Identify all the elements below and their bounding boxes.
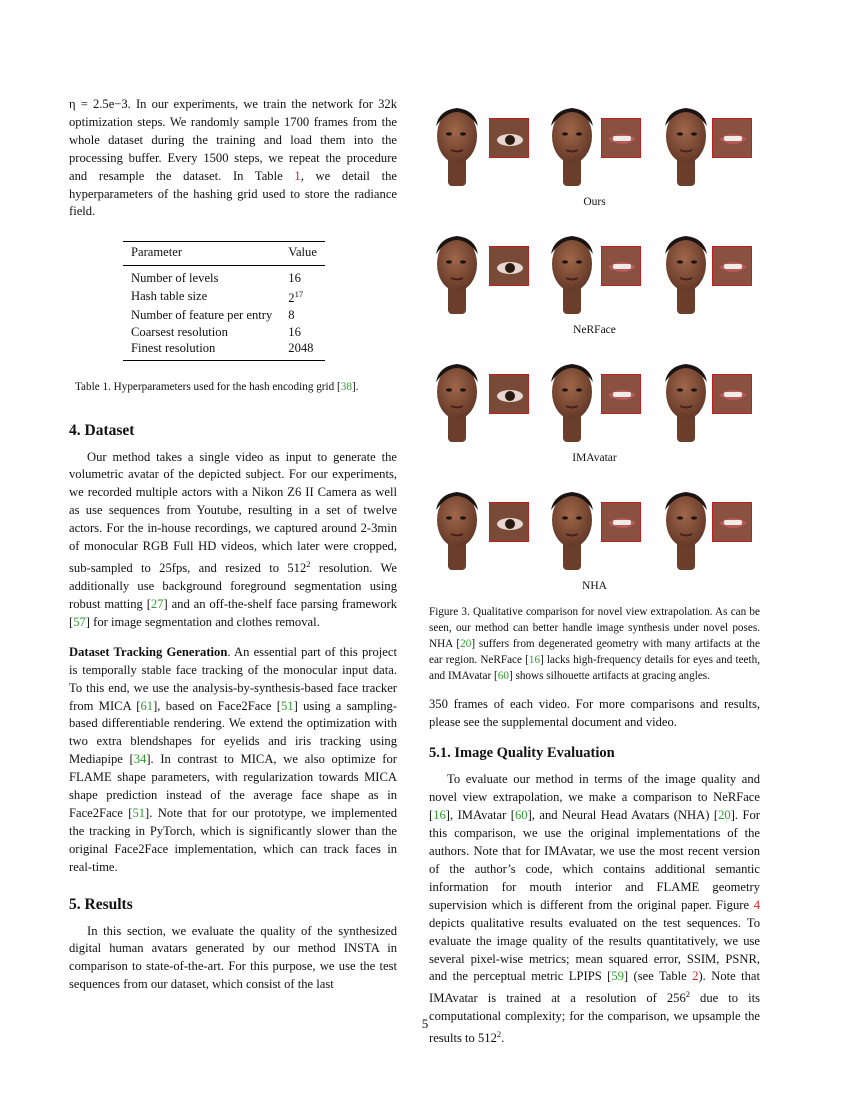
table-header-parameter: Parameter — [123, 242, 280, 266]
head-image — [652, 348, 760, 448]
tracking-paragraph: Dataset Tracking Generation. An essential part of this project is temporally stable face tracking of the monocular input data. To this end, we use the analysis-by-synthesis-based face tracker from MICA [61], based on Face2Face [51] using a sampling-based differentiable rendering. We extend the optimization with two extra blendshapes for eyelids and iris tracking using Mediapipe [34]. In contrast to MICA, we also optimize for FLAME shape parameters, with regularization towards MICA shape prediction instead of the average face shape as in Face2Face [51]. Note that for our prototype, we implemented the tracking in PyTorch, which is significantly slower than the original Face2Face implementation, which can track faces in real-time. — [69, 644, 397, 874]
zoom-inset — [712, 246, 752, 286]
continuation-paragraph: 350 frames of each video. For more comparisons and results, please see the supplemental document and video. — [429, 696, 760, 729]
head-image — [429, 92, 537, 192]
table-row: Number of levels 16 — [131, 270, 301, 285]
hyperparameter-table — [123, 241, 325, 360]
zoom-inset — [712, 118, 752, 158]
head-image — [429, 476, 537, 576]
zoom-inset — [601, 374, 641, 414]
zoom-inset — [489, 502, 529, 542]
image-quality-paragraph: To evaluate our method in terms of the image quality and novel view extrapolation, we make a comparison to NeRFace [16], IMAvatar [60], and Neural Head Avatars (NHA) [20]. For this comparison, we use the original implementations of the authors. Note that for IMAvatar, we use the most recent version of the author’s code, which contains additional semantic information for mouth interior and FLAME geometry supervision which is different from the original paper. Figure 4 depicts qualitative results evaluated on the test sequences. To evaluate the image quality of the results quantitatively, we use several pixel-wise metrics; mean squared error, SSIM, PSNR, and the perceptual metric LPIPS [59] (see Table 2). Note that IMAvatar is trained at a resolution of $256^2$ due to its computational complexity; for the comparison, we upsample the results to $512^2$. — [429, 772, 760, 1046]
table-header-value: Value — [280, 242, 325, 266]
table-row: Finest resolution 2048 — [123, 340, 325, 360]
head-render — [433, 352, 487, 444]
head-render — [433, 480, 487, 572]
figure-row — [429, 348, 760, 448]
figure-3-caption: Figure 3. Qualitative comparison for novel view extrapolation. As can be seen, our method can better handle image synthesis under novel poses. NHA [20] suffers from degenerated geometry with many artifacts at the ear region. NeRFace [16] lacks high-frequency details for eyes and teeth, and IMAvatar [60] shows silhouette artifacts at gracing angles. — [429, 605, 760, 682]
tracking-title: Dataset Tracking Generation — [69, 644, 228, 659]
zoom-inset — [489, 246, 529, 286]
intro-paragraph: η = 2.5e−3. In our experiments, we train the network for 32k optimization steps. We randomly sample 1700 frames from the whole dataset during the training and load them into the processing buffer. Every 1500 steps, we repeat the procedure and resample the dataset. In Table 1, we detail the hyperparameters of the hashing grid used to store the radiance field. — [69, 97, 397, 219]
section-heading-image-quality: 5.1. Image Quality Evaluation — [429, 745, 615, 762]
figure-row — [429, 476, 760, 576]
head-image — [652, 220, 760, 320]
head-image — [541, 220, 649, 320]
figure-row-label: NeRFace — [573, 323, 616, 336]
head-image — [652, 476, 760, 576]
zoom-inset — [712, 374, 752, 414]
head-render — [656, 352, 710, 444]
zoom-inset — [712, 502, 752, 542]
dataset-paragraph: Our method takes a single video as input to generate the volumetric avatar of the depicted subject. For our experiments, we recorded multiple actors with a Nikon Z6 II Camera as well as use sequences from Youtube, resulting in a set of twelve actors. For the in-house recordings, we captured around 2-3min of monocular RGB Full HD videos, which later were cropped, sub-sampled to 25fps, and resized to $512^2$ resolution. We additionally use background foreground segmentation using robust matting [27] and an off-the-shelf face parsing framework [57] for image segmentation and clothes removal. — [69, 449, 397, 629]
head-render — [545, 96, 599, 188]
head-image — [429, 348, 537, 448]
section-heading-results: 5. Results — [69, 895, 133, 913]
zoom-inset — [601, 118, 641, 158]
results-paragraph: In this section, we evaluate the quality of the synthesized digital human avatars generated by our method INSTA in comparison to state-of-the-art. For this purpose, we use the test sequences from our dataset, which consist of the last — [69, 923, 397, 992]
figure-3 — [429, 92, 760, 596]
head-image — [541, 348, 649, 448]
head-render — [656, 224, 710, 316]
figure-row-label: Ours — [583, 196, 606, 208]
head-image — [652, 92, 760, 192]
head-render — [656, 480, 710, 572]
table-1-link[interactable]: 1 — [294, 168, 301, 183]
head-image — [541, 476, 649, 576]
head-image — [429, 220, 537, 320]
head-render — [545, 480, 599, 572]
figure-row-label: IMAvatar — [572, 451, 617, 464]
zoom-inset — [601, 502, 641, 542]
head-render — [656, 96, 710, 188]
page-number: 5 — [421, 1016, 429, 1031]
table-1-caption: Table 1. Hyperparameters used for the hash encoding grid [38]. — [75, 380, 359, 393]
head-render — [545, 224, 599, 316]
head-image — [541, 92, 649, 192]
figure-row — [429, 220, 760, 320]
right-column — [429, 92, 760, 1048]
head-render — [545, 352, 599, 444]
table-row: Coarsest resolution 16 — [131, 324, 301, 339]
figure-row — [429, 92, 760, 192]
head-render — [433, 96, 487, 188]
head-render — [433, 224, 487, 316]
figure-row-label: NHA — [582, 579, 607, 592]
zoom-inset — [489, 374, 529, 414]
zoom-inset — [489, 118, 529, 158]
table-row: Number of feature per entry 8 — [131, 308, 295, 323]
section-heading-dataset: 4. Dataset — [69, 421, 135, 439]
table-row: Hash table size $2^{17}$ — [131, 289, 304, 306]
zoom-inset — [601, 246, 641, 286]
left-column — [69, 96, 397, 994]
